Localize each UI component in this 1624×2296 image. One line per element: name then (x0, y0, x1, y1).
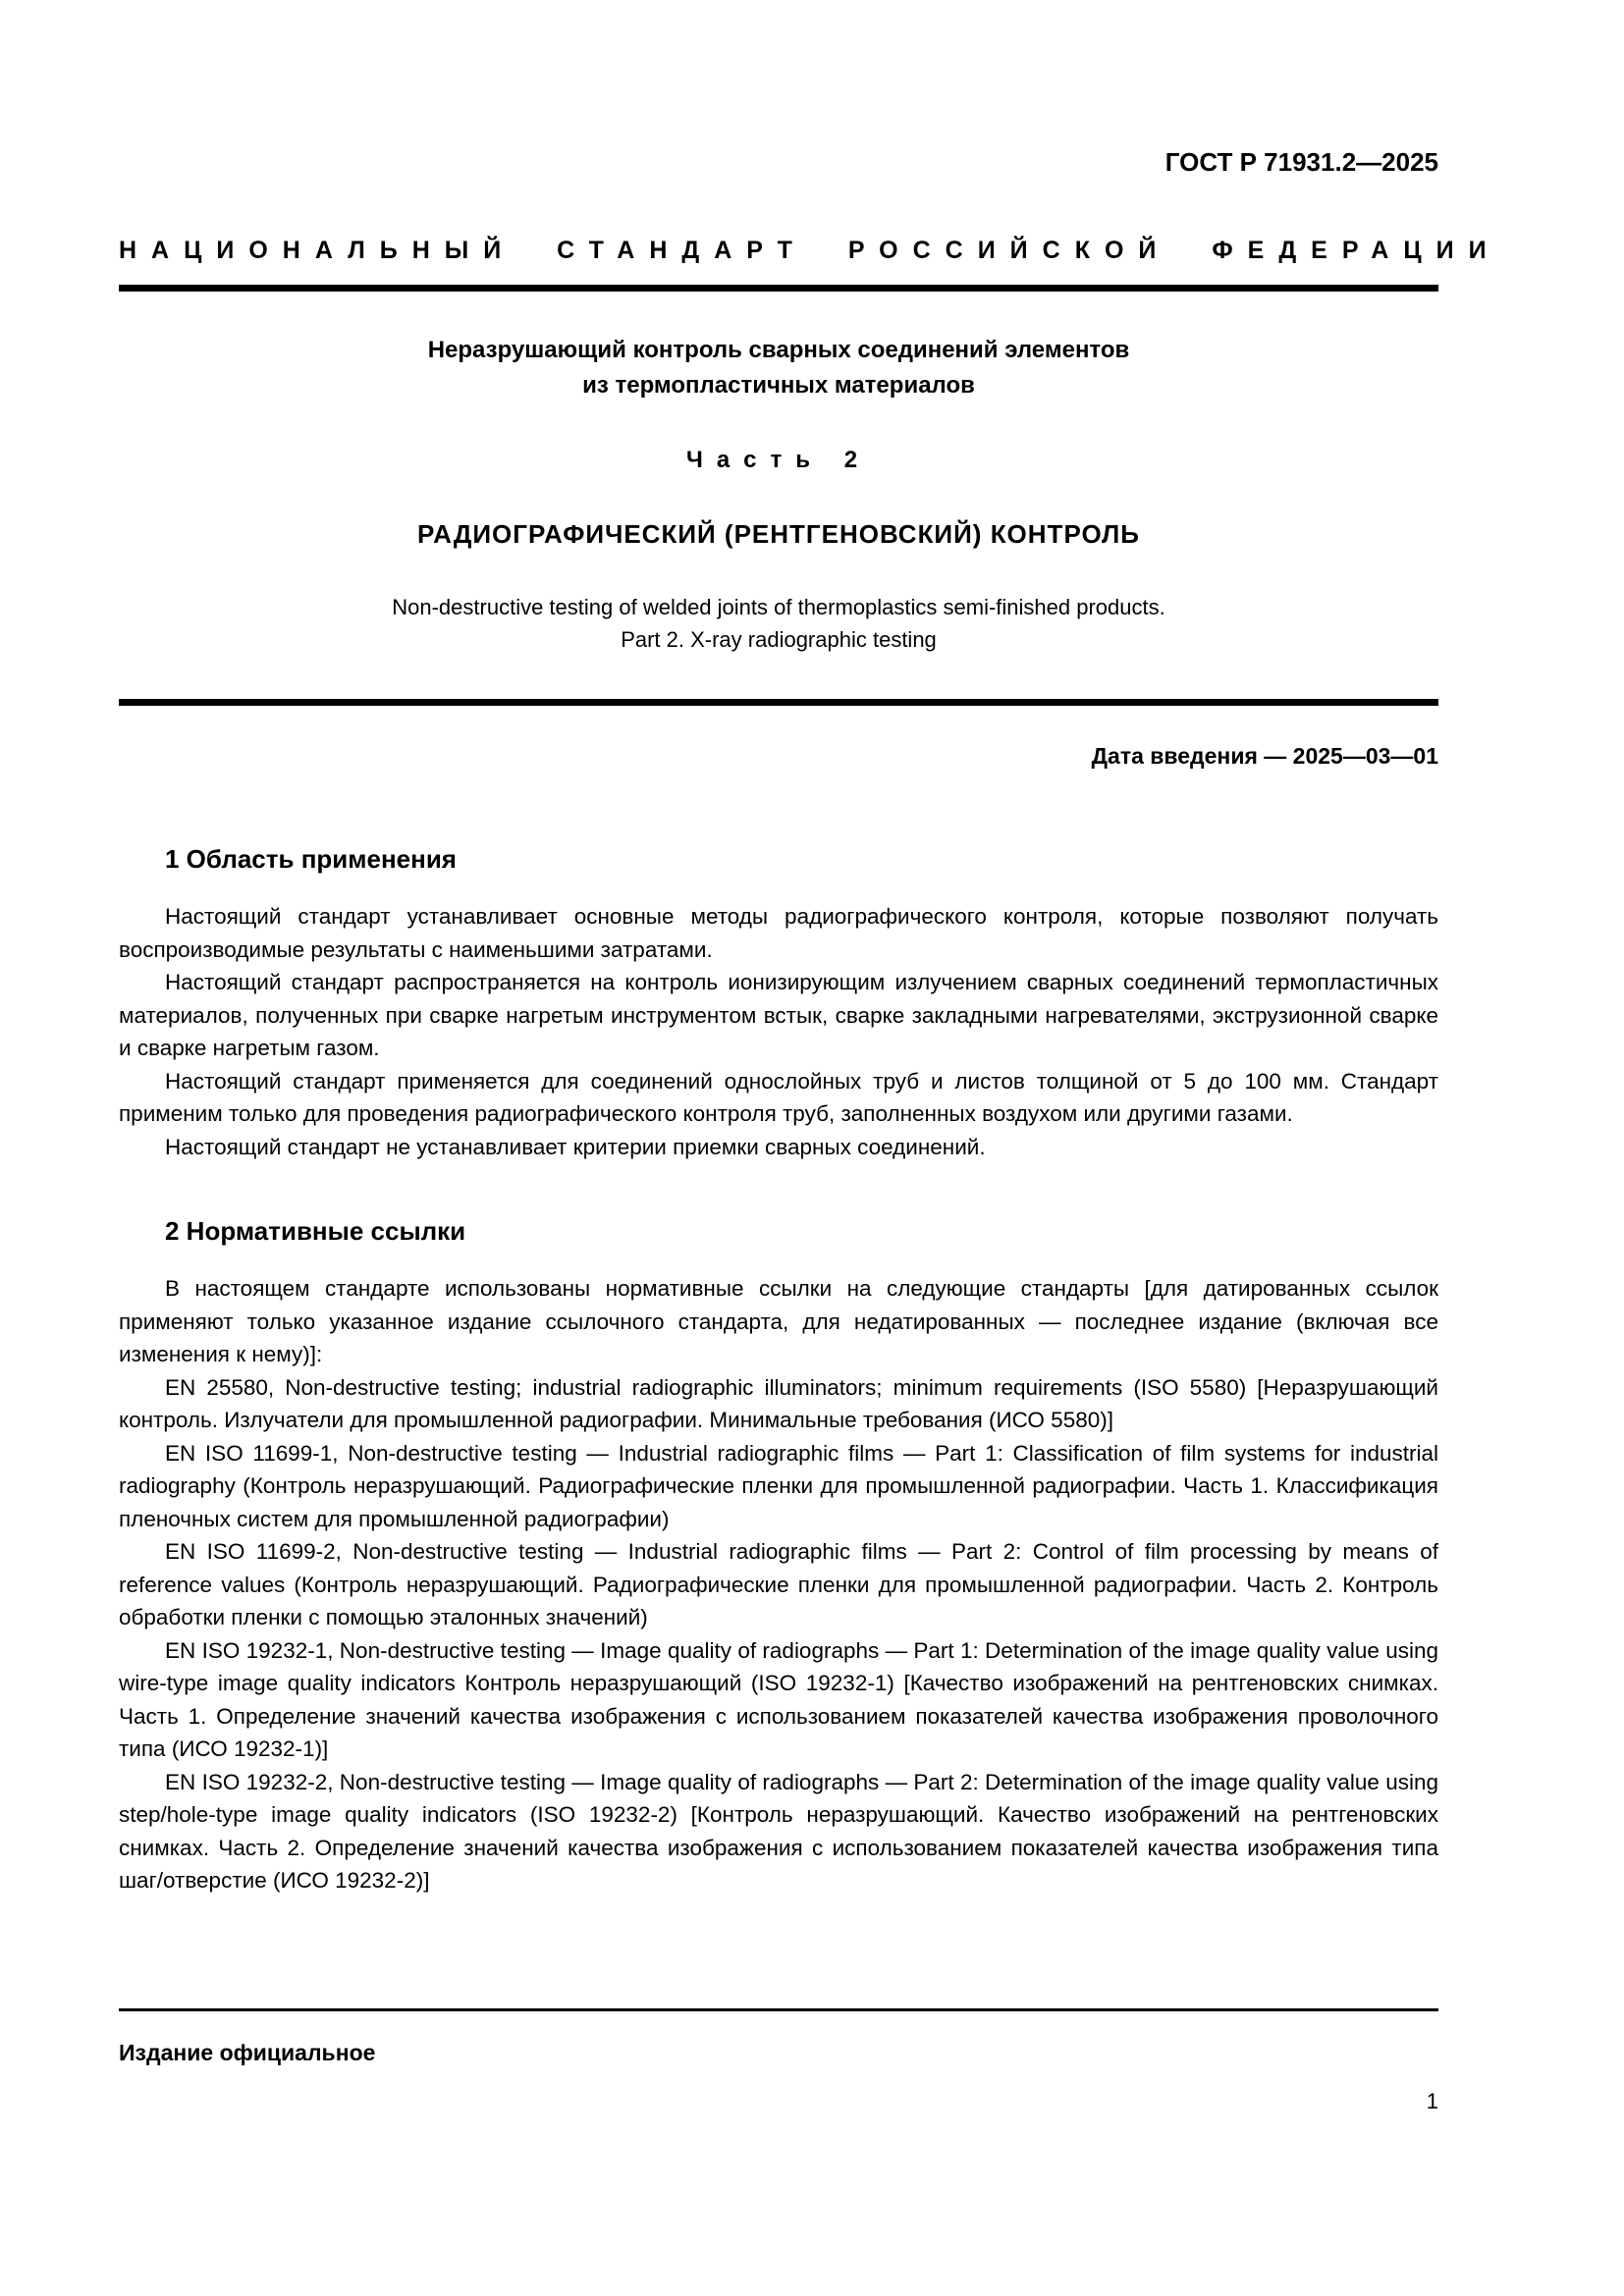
section-1-paragraph: Настоящий стандарт устанавливает основные методы радиографического контроля, которые позволяют получать воспроизводимые результаты с наименьшими затратами. (119, 904, 1438, 962)
top-divider-rule (119, 285, 1438, 292)
section-2-paragraph: В настоящем стандарте использованы нормативные ссылки на следующие стандарты [для датированных ссылок применяют только указанное издание ссылочного стандарта, для недатированных — последнее издание (включая все изменения к нему)]: (119, 1276, 1438, 1367)
page-number: 1 (1426, 2089, 1438, 2113)
title-english-line1: Non-destructive testing of welded joints of thermoplastics semi-finished products. (392, 595, 1165, 620)
section-2-paragraph: EN ISO 19232-2, Non-destructive testing — Image quality of radiographs — Part 2: Determination of the image quality value using step/hole-type image quality indicators (ISO 19232-2) [Контроль неразрушающий. Качество изображений на рентгеновских снимках. Часть 2. Определение значений качества изображения с использованием показателей качества изображения типа шаг/отверстие (ИСО 19232-2)] (119, 1769, 1438, 1894)
title-russian-line2: из термопластичных материалов (582, 372, 975, 400)
official-edition-note: Издание официальное (119, 2040, 376, 2065)
introduction-date: Дата введения — 2025—03—01 (1091, 743, 1438, 770)
section-2-paragraph: EN ISO 19232-1, Non-destructive testing — Image quality of radiographs — Part 1: Determination of the image quality value using wire-type image quality indicators Контроль неразрушающий (ISO 19232-1) [Качество изображений на рентгеновских снимках. Часть 1. Определение значений качества изображения с использованием показателей качества изображения проволочного типа (ИСО 19232-1)] (119, 1637, 1438, 1762)
section-2-paragraph: EN ISO 11699-2, Non-destructive testing — Industrial radiographic films — Part 2: Control of film processing by means of reference values (Контроль неразрушающий. Радиографические пленки для промышленной радиографии. Часть 2. Контроль обработки пленки с помощью эталонных значений) (119, 1539, 1438, 1630)
title-russian-line1: Неразрушающий контроль сварных соединений элементов (427, 337, 1130, 364)
section-1-paragraph: Настоящий стандарт распространяется на контроль ионизирующим излучением сварных соединений термопластичных материалов, полученных при сварке нагретым инструментом встык, сварке закладными нагревателями, экструзионной сварке и сварке нагретым газом. (119, 970, 1438, 1061)
section-2-heading: 2 Нормативные ссылки (165, 1216, 466, 1247)
part-label: Часть 2 (685, 447, 872, 474)
doc-code: ГОСТ Р 71931.2—2025 (1164, 147, 1438, 177)
section-1-heading: 1 Область применения (165, 844, 457, 875)
section-2-paragraph: EN ISO 11699-1, Non-destructive testing — Industrial radiographic films — Part 1: Classification of film systems for industrial radiography (Контроль неразрушающий. Радиографические пленки для промышленной радиографии. Часть 1. Классификация пленочных систем для промышленной радиографии) (119, 1440, 1438, 1531)
section-2-paragraph: EN 25580, Non-destructive testing; industrial radiographic illuminators; minimum requirements (ISO 5580) [Неразрушающий контроль. Излучатели для промышленной радиографии. Минимальные требования (ИСО 5580)] (119, 1374, 1438, 1433)
title-bottom-divider-rule (119, 699, 1438, 706)
title-english-line2: Part 2. X-ray radiographic testing (621, 627, 937, 653)
title-english (119, 591, 1438, 656)
subtitle-russian: РАДИОГРАФИЧЕСКИЙ (РЕНТГЕНОВСКИЙ) КОНТРОЛЬ (417, 519, 1140, 550)
section-1-paragraph: Настоящий стандарт не устанавливает критерии приемки сварных соединений. (165, 1134, 986, 1159)
section-1-paragraph: Настоящий стандарт применяется для соединений однослойных труб и листов толщиной от 5 до 100 мм. Стандарт применим только для проведения радиографического контроля труб, заполненных воздухом или другими газами. (119, 1068, 1438, 1127)
standard-type-banner: НАЦИОНАЛЬНЫЙ СТАНДАРТ РОССИЙСКОЙ ФЕДЕРАЦИИ (119, 237, 1501, 265)
footer-divider-rule (119, 2008, 1438, 2011)
title-russian (119, 333, 1438, 403)
